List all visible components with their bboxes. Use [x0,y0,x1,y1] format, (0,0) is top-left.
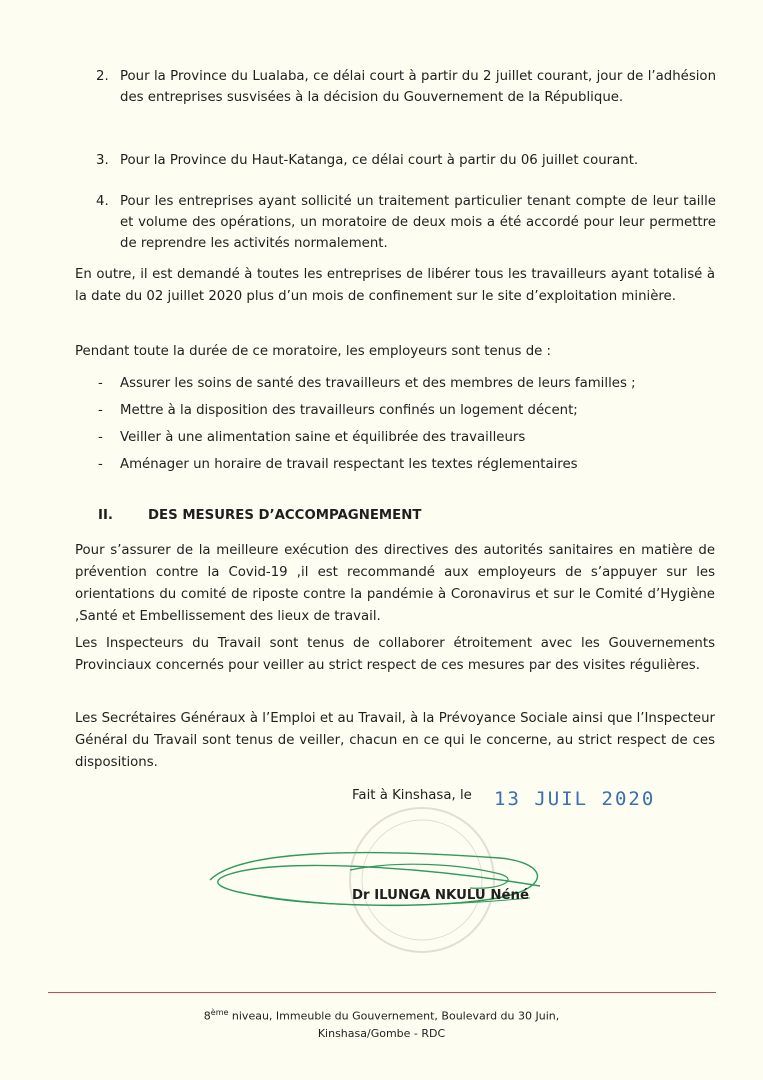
footer-divider [48,992,716,993]
item-number: 3. [96,153,109,168]
numbered-item-3 [96,150,716,171]
list-item-text: Veiller à une alimentation saine et équilibrée des travailleurs [120,430,526,445]
paragraph-pour: Pour s’assurer de la meilleure exécution des directives des autorités sanitaires en matière de prévention contre la Covid-19 ,il est recommandé aux employeurs de s’appuyer sur les orientations du comité de riposte contre la pandémie à Coronavirus et sur le Comité d’Hygiène ,Santé et Embellissement des lieux de travail. [75,543,715,624]
paragraph-pendant: Pendant toute la durée de ce moratoire, les employeurs sont tenus de : [75,344,552,359]
list-item-text: Assurer les soins de santé des travailleurs et des membres de leurs familles ; [120,376,636,391]
list-item-text: Aménager un horaire de travail respectant les textes réglementaires [120,457,578,472]
date-stamp: 13 JUIL 2020 [494,788,656,810]
place-line: Fait à Kinshasa, le [352,788,472,803]
paragraph-en-outre: En outre, il est demandé à toutes les entreprises de libérer tous les travailleurs ayant totalisé à la date du 02 juillet 2020 plus d’un mois de confinement sur le site d’exploitation minière. [75,267,715,304]
item-text: Pour la Province du Lualaba, ce délai court à partir du 2 juillet courant, jour de l’adhésion des entreprises susvisées à la décision du Gouvernement de la République. [120,69,716,105]
numbered-item-4 [96,191,716,254]
list-dash: - [98,457,103,472]
item-number: 2. [96,69,109,84]
list-item [98,454,698,476]
section-number: II. [98,508,113,523]
item-text: Pour les entreprises ayant sollicité un traitement particulier tenant compte de leur taille et volume des opérations, un moratoire de deux mois a été accordé pour leur permettre de reprendre les activités normalement. [120,194,716,251]
floor-suffix: ème [210,1008,229,1017]
signature-icon [200,840,560,920]
paragraph-inspecteurs: Les Inspecteurs du Travail sont tenus de collaborer étroitement avec les Gouvernements Provinciaux concernés pour veiller au strict respect de ces mesures par des visites régulières. [75,636,715,673]
footer-line-1 [0,1004,763,1025]
footer-line-2: Kinshasa/Gombe - RDC [317,1026,446,1040]
item-number: 4. [96,194,109,209]
list-dash: - [98,376,103,391]
numbered-item-2 [96,66,716,108]
footer-address-text: niveau, Immeuble du Gouvernement, Boulevard du 30 Juin, [228,1009,560,1023]
paragraph-secretaires: Les Secrétaires Généraux à l’Emploi et au Travail, à la Prévoyance Sociale ainsi que l’Inspecteur Général du Travail sont tenus de veiller, chacun en ce qui le concerne, au strict respect de ces dispositions. [75,711,715,770]
signer-name: Dr ILUNGA NKULU Néné [352,888,529,903]
footer-address [0,1004,763,1042]
list-dash: - [98,403,103,418]
floor-number: 8 [203,1009,211,1023]
list-item [98,400,698,422]
list-item [98,373,698,395]
list-dash: - [98,430,103,445]
section-title: DES MESURES D’ACCOMPAGNEMENT [148,508,422,523]
item-text: Pour la Province du Haut-Katanga, ce délai court à partir du 06 juillet courant. [120,153,639,168]
list-item [98,427,698,449]
list-item-text: Mettre à la disposition des travailleurs confinés un logement décent; [120,403,578,418]
